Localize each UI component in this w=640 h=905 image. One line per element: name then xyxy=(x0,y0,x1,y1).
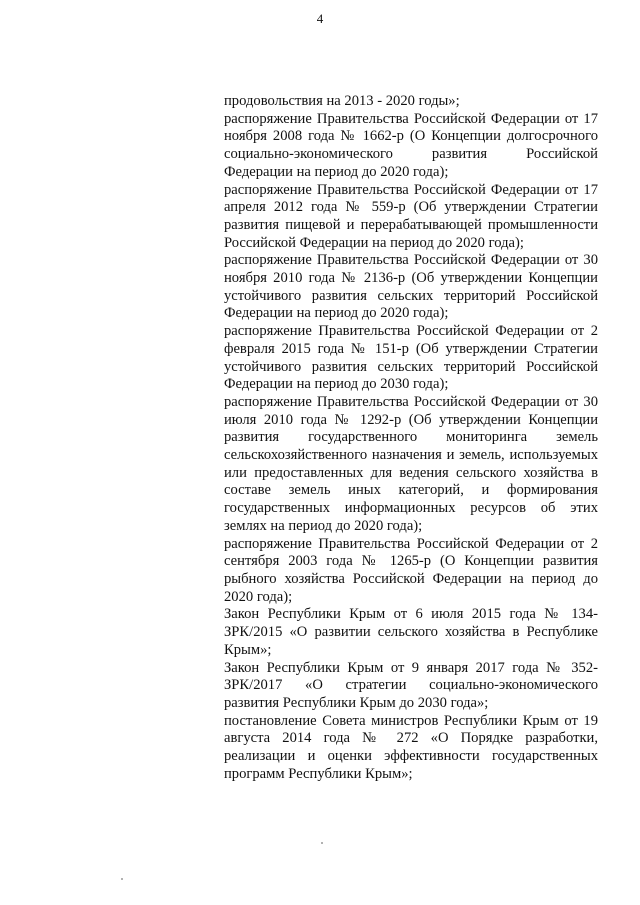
list-item: распоряжение Правительства Российской Федерации от 17 апреля 2012 года № 559-р (Об утверждении Стратегии развития пищевой и перерабатывающей промышленности Российской Федерации на период до 2020 года); xyxy=(224,181,598,251)
list-item: распоряжение Правительства Российской Федерации от 17 ноября 2008 года № 1662-р (О Концепции долгосрочного социально-экономического развития Российской Федерации на период до 2020 года); xyxy=(224,110,598,180)
list-item: распоряжение Правительства Российской Федерации от 2 сентября 2003 года № 1265-р (О Концепции развития рыбного хозяйства Российской Федерации на период до 2020 года); xyxy=(224,535,598,605)
list-item: Закон Республики Крым от 9 января 2017 года № 352-ЗРК/2017 «О стратегии социально-экономического развития Республики Крым до 2030 года»; xyxy=(224,659,598,711)
scan-speck xyxy=(321,842,323,844)
scan-speck xyxy=(121,878,123,880)
list-item: распоряжение Правительства Российской Федерации от 2 февраля 2015 года № 151-р (Об утверждении Стратегии устойчивого развития сельских территорий Российской Федерации на период до 2030 года); xyxy=(224,323,598,393)
page-number: 4 xyxy=(316,11,324,26)
list-item: постановление Совета министров Республики Крым от 19 августа 2014 года № 272 «О Порядке разработки, реализации и оценки эффективности государственных программ Республики Крым»; xyxy=(224,712,598,782)
list-item: Закон Республики Крым от 6 июля 2015 года № 134-ЗРК/2015 «О развитии сельского хозяйства в Республике Крым»; xyxy=(224,606,598,658)
document-body xyxy=(224,93,598,783)
list-item: продовольствия на 2013 - 2020 годы»; xyxy=(224,93,460,109)
list-item: распоряжение Правительства Российской Федерации от 30 июля 2010 года № 1292-р (Об утверждении Концепции развития государственного мониторинга земель сельскохозяйственного назначения и земель, используемых или предоставленных для ведения сельского хозяйства в составе земель иных категорий, и формирования государственных информационных ресурсов об этих землях на период до 2020 года); xyxy=(224,393,598,534)
list-item: распоряжение Правительства Российской Федерации от 30 ноября 2010 года № 2136-р (Об утверждении Концепции устойчивого развития сельских территорий Российской Федерации на период до 2020 года); xyxy=(224,252,598,322)
